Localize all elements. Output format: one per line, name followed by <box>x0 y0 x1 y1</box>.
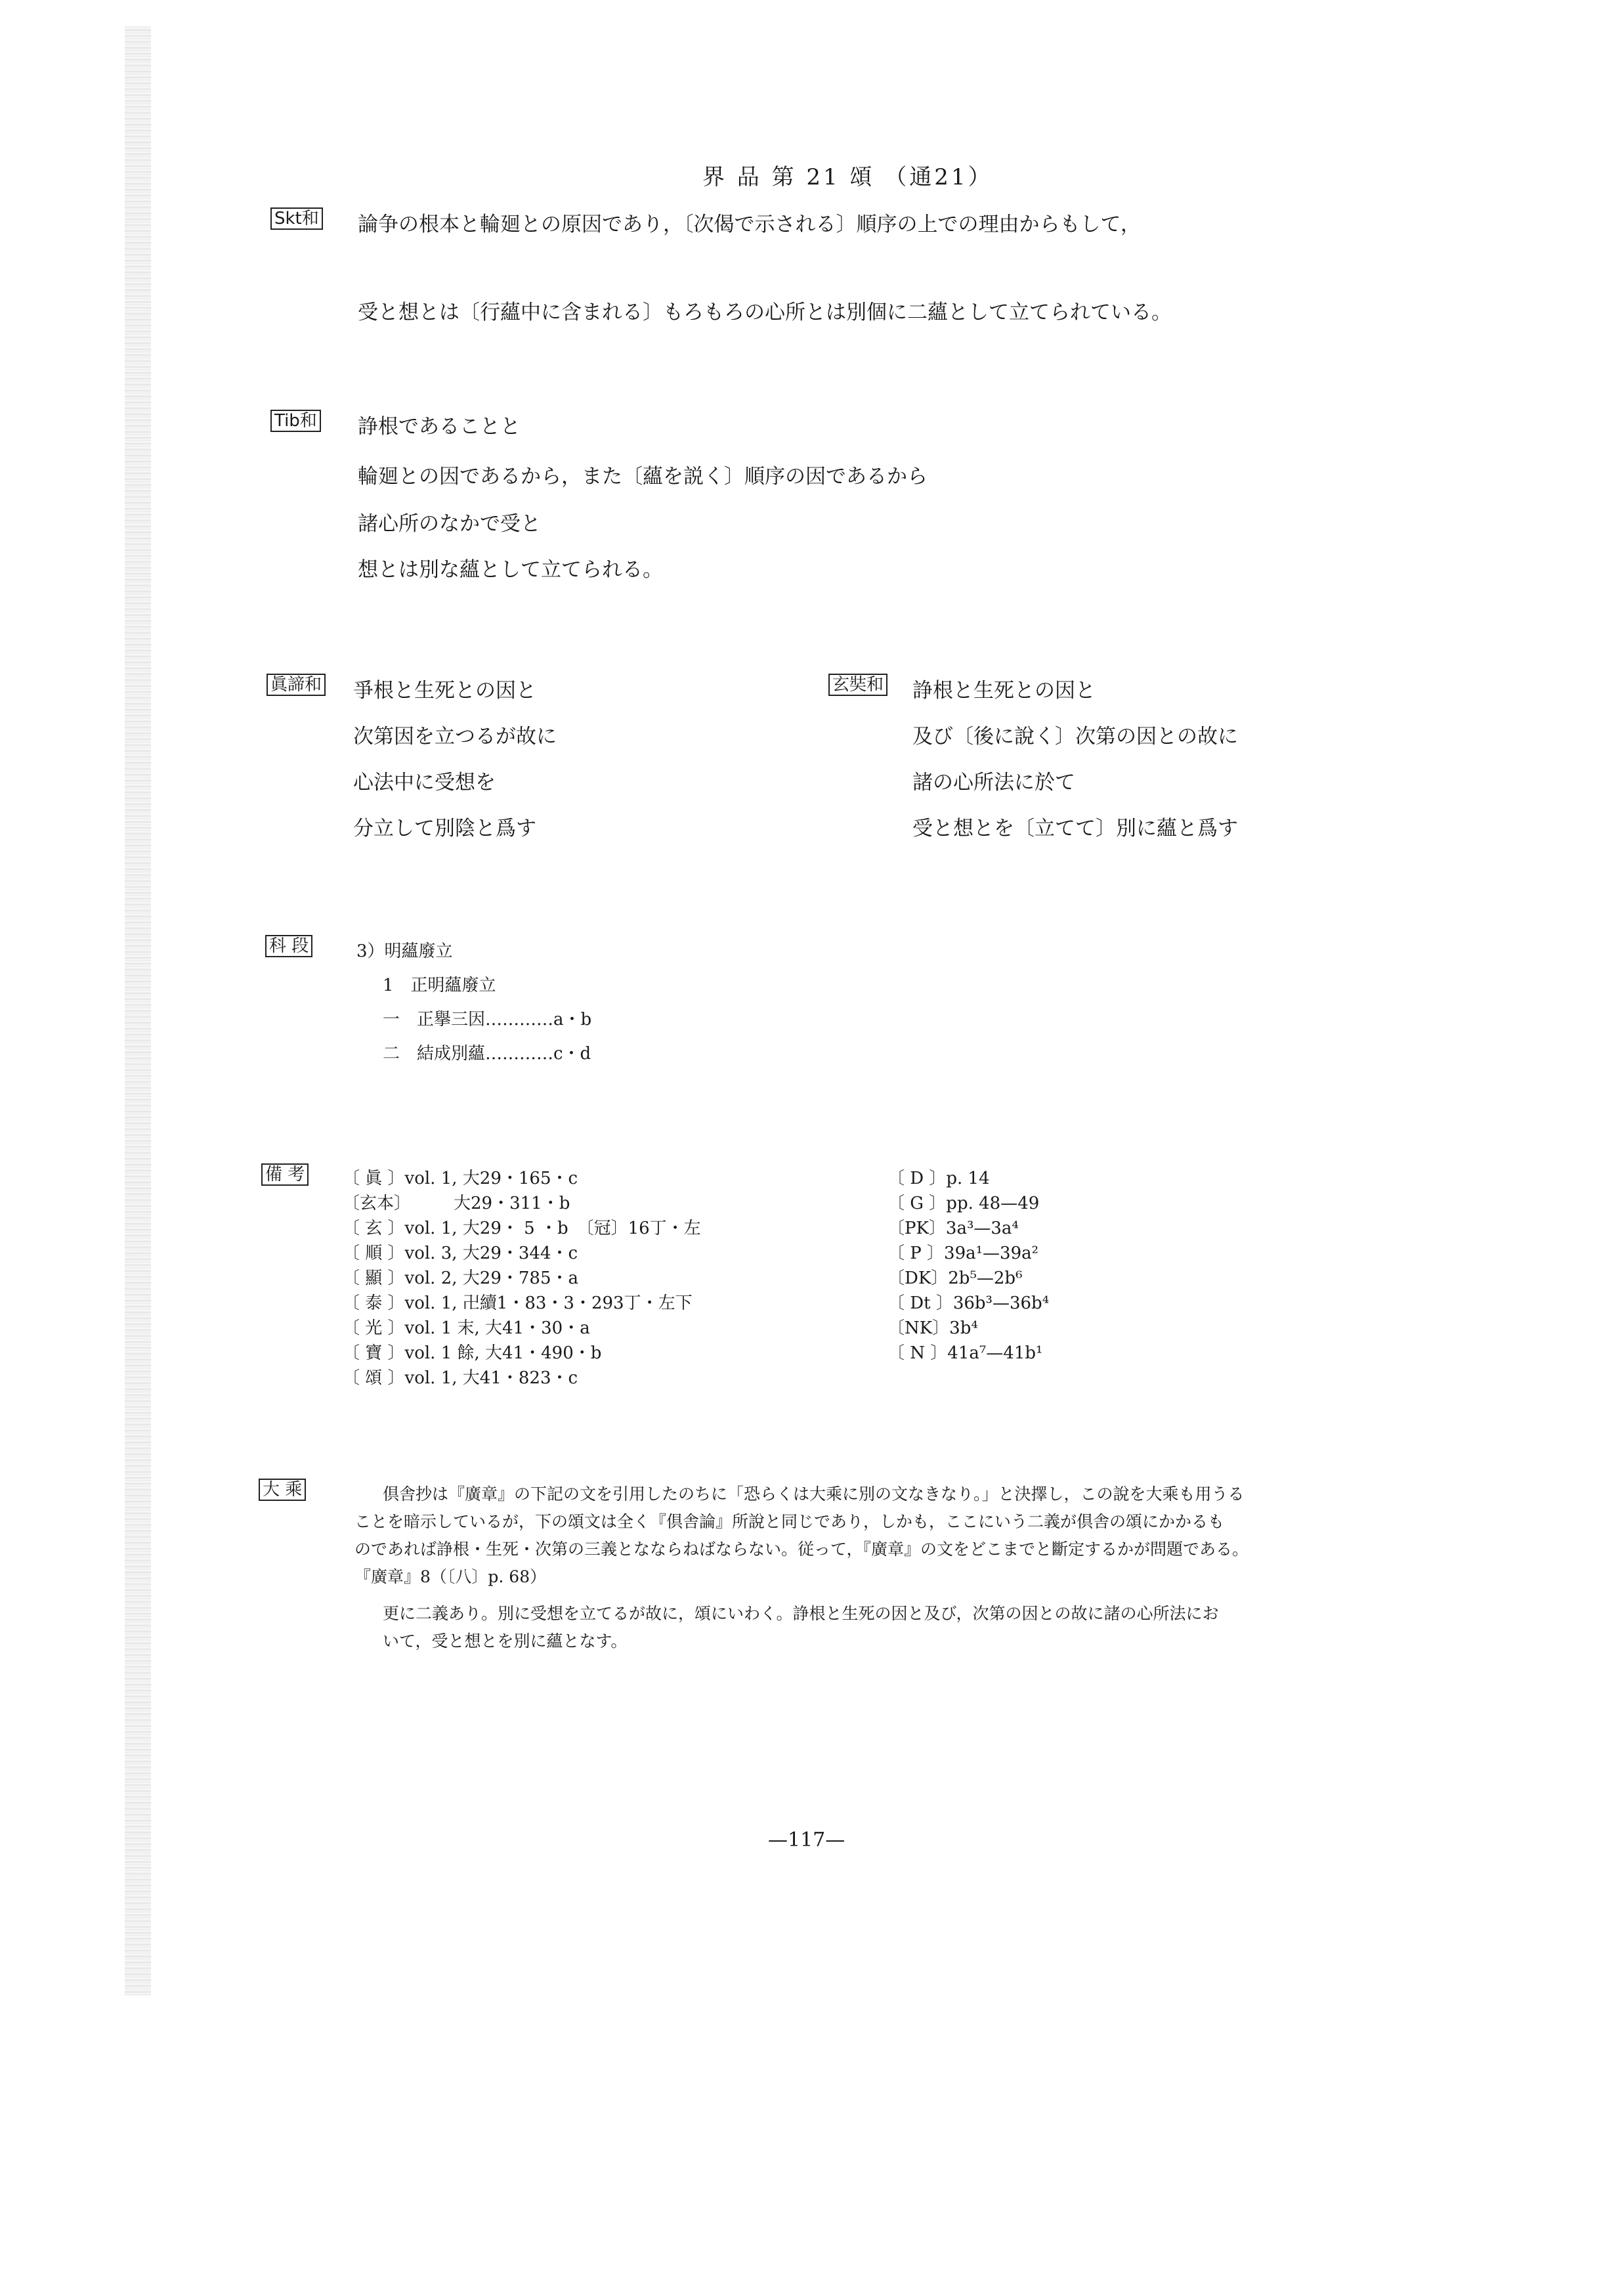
biko-left-7: 〔 光 〕vol. 1 末, 大41・30・a <box>343 1318 590 1338</box>
biko-right-6: 〔 Dt 〕36b³—36b⁴ <box>887 1293 1050 1313</box>
skt-line-1: 論争の根本と輪廻との原因であり，〔次偈で示される〕順序の上での理由からもして， <box>358 213 1141 236</box>
daijo-tag: 大 乘 <box>259 1479 306 1501</box>
skt-line-2: 受と想とは〔行蘊中に含まれる〕もろもろの心所とは別個に二蘊として立てられている。 <box>358 301 1172 324</box>
shintai-line-1: 爭根と生死との因と <box>353 679 536 703</box>
shintai-line-2: 次第因を立つるが故に <box>353 725 557 748</box>
genjo-line-4: 受と想とを〔立てて〕別に蘊と爲す <box>912 817 1238 840</box>
tib-line-3: 諸心所のなかで受と <box>358 512 541 536</box>
daijo-line-2: ことを暗示しているが，下の頌文は全く『倶舎論』所說と同じであり，しかも，ここにいう二義が倶舎の頌にかかるも <box>354 1512 1225 1531</box>
genjo-tag: 玄奘和 <box>828 674 887 696</box>
page-number: —117— <box>768 1829 845 1852</box>
tib-tag: Tib和 <box>270 410 321 432</box>
genjo-line-2: 及び〔後に說く〕次第の因との故に <box>912 725 1238 748</box>
shintai-tag: 眞諦和 <box>267 674 326 696</box>
biko-left-2: 〔玄本〕 大29・311・b <box>343 1194 570 1213</box>
kadan-tag: 科 段 <box>265 935 312 957</box>
biko-right-5: 〔DK〕2b⁵—2b⁶ <box>887 1268 1023 1288</box>
skt-tag: Skt和 <box>270 207 323 230</box>
shintai-line-3: 心法中に受想を <box>353 771 496 794</box>
biko-left-9: 〔 頌 〕vol. 1, 大41・823・c <box>343 1368 578 1388</box>
biko-right-3: 〔PK〕3a³—3a⁴ <box>887 1219 1019 1238</box>
page-title: 界 品 第 21 頌 （通21） <box>702 164 993 190</box>
shintai-line-4: 分立して別陰と爲す <box>353 817 536 840</box>
tib-line-4: 想とは別な蘊として立てられる。 <box>358 558 663 582</box>
biko-left-1: 〔 眞 〕vol. 1, 大29・165・c <box>343 1169 578 1188</box>
tib-line-1: 諍根であることと <box>358 415 521 439</box>
biko-left-6: 〔 泰 〕vol. 1, 卍續1・83・3・293丁・左下 <box>343 1293 693 1313</box>
genjo-line-1: 諍根と生死との因と <box>912 679 1096 703</box>
scan-edge <box>125 26 151 1996</box>
kadan-line-1: 3）明蘊廢立 <box>356 942 453 961</box>
tib-line-2: 輪廻との因であるから，また〔蘊を説く〕順序の因であるから <box>358 465 928 488</box>
daijo-line-4: 『廣章』8（〔八〕p. 68） <box>354 1567 547 1586</box>
biko-left-4: 〔 順 〕vol. 3, 大29・344・c <box>343 1244 578 1263</box>
biko-right-4: 〔 P 〕39a¹—39a² <box>887 1244 1039 1263</box>
biko-tag: 備 考 <box>261 1163 309 1186</box>
kadan-line-4: 二 結成別蘊…………c・d <box>383 1044 591 1064</box>
kadan-line-3: 一 正擧三因…………a・b <box>383 1010 592 1029</box>
kadan-line-2: 1 正明蘊廢立 <box>383 976 496 995</box>
daijo-line-6: いて，受と想とを別に蘊となす。 <box>383 1632 628 1651</box>
daijo-line-3: のであれば諍根・生死・次第の三義となならねばならない。従って，『廣章』の文をどこまでと斷定するかが問題である。 <box>354 1540 1249 1559</box>
daijo-line-1: 倶舎抄は『廣章』の下記の文を引用したのちに「恐らくは大乘に別の文なきなり。」と決擇し，この說を大乘も用うる <box>383 1484 1245 1504</box>
genjo-line-3: 諸の心所法に於て <box>912 771 1075 794</box>
biko-left-8: 〔 寶 〕vol. 1 餘, 大41・490・b <box>343 1343 602 1363</box>
biko-left-5: 〔 顯 〕vol. 2, 大29・785・a <box>343 1268 578 1288</box>
biko-right-1: 〔 D 〕p. 14 <box>887 1169 990 1188</box>
biko-left-3: 〔 玄 〕vol. 1, 大29・ 5 ・b 〔冠〕16丁・左 <box>343 1219 701 1238</box>
daijo-line-5: 更に二義あり。別に受想を立てるが故に，頌にいわく。諍根と生死の因と及び，次第の因との故に諸の心所法にお <box>383 1604 1219 1623</box>
biko-right-7: 〔NK〕3b⁴ <box>887 1318 978 1338</box>
biko-right-2: 〔 G 〕pp. 48—49 <box>887 1194 1040 1213</box>
biko-right-8: 〔 N 〕41a⁷—41b¹ <box>887 1343 1043 1363</box>
